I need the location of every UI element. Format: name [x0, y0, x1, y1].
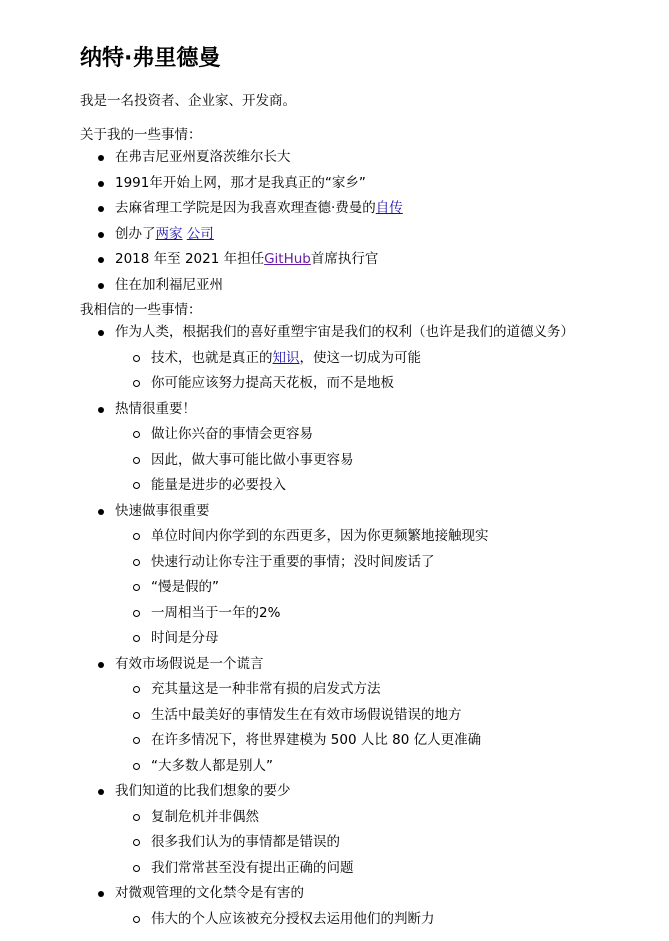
circle-bullet-icon	[133, 457, 140, 464]
sub-list	[115, 677, 669, 779]
bullet-icon	[98, 206, 104, 212]
circle-bullet-icon	[133, 763, 140, 770]
about-heading: 关于我的一些事情：	[80, 127, 202, 143]
sub-list-item: 单位时间内你学到的东西更多，因为你更频繁地接触现实	[115, 524, 669, 550]
circle-bullet-icon	[133, 533, 140, 540]
circle-bullet-icon	[133, 865, 140, 872]
sub-list-item: 生活中最美好的事情发生在有效市场假说错误的地方	[115, 703, 669, 729]
sub-list-item: 很多我们认为的事情都是错误的	[115, 830, 669, 856]
bullet-icon	[98, 155, 104, 161]
beliefs-heading: 我相信的一些事情：	[80, 302, 202, 318]
circle-bullet-icon	[133, 584, 140, 591]
list-item: 创办了两家 公司	[80, 222, 669, 248]
list-item: 作为人类，根据我们的喜好重塑宇宙是我们的权利（也许是我们的道德义务） 技术，也就是真正的知识，使这一切成为可能 你可能应该努力提高天花板，而不是地板	[80, 320, 669, 397]
sub-list-item: 我们常常甚至没有提出正确的问题	[115, 856, 669, 882]
list-item: 快速做事很重要 单位时间内你学到的东西更多，因为你更频繁地接触现实 快速行动让你专注于重要的事情；没时间废话了 “慢是假的” 一周相当于一年的2% 时间是分母	[80, 499, 669, 652]
github-link[interactable]: GitHub	[264, 251, 311, 267]
circle-bullet-icon	[133, 610, 140, 617]
sub-list-item: 因此，做大事可能比做小事更容易	[115, 448, 669, 474]
sub-list-item: 能量是进步的必要投入	[115, 473, 669, 499]
sub-list-item: 你可能应该努力提高天花板，而不是地板	[115, 371, 669, 397]
bullet-icon	[98, 891, 104, 897]
bullet-icon	[98, 330, 104, 336]
circle-bullet-icon	[133, 839, 140, 846]
circle-bullet-icon	[133, 814, 140, 821]
sub-list-item: 时间是分母	[115, 626, 669, 652]
sub-list-item: 做让你兴奋的事情会更容易	[115, 422, 669, 448]
circle-bullet-icon	[133, 686, 140, 693]
list-item: 热情很重要！ 做让你兴奋的事情会更容易 因此，做大事可能比做小事更容易 能量是进步的必要投入	[80, 397, 669, 499]
bullet-icon	[98, 509, 104, 515]
beliefs-list	[80, 320, 669, 932]
sub-list-item: 技术，也就是真正的知识，使这一切成为可能	[115, 346, 669, 372]
sub-list	[115, 346, 669, 397]
list-item: 我们知道的比我们想象的要少 复制危机并非偶然 很多我们认为的事情都是错误的 我们常常甚至没有提出正确的问题	[80, 779, 669, 881]
intro-text: 我是一名投资者、企业家、开发商。	[80, 93, 296, 109]
circle-bullet-icon	[133, 559, 140, 566]
circle-bullet-icon	[133, 916, 140, 923]
sub-list-item: 一周相当于一年的2%	[115, 601, 669, 627]
list-item: 对微观管理的文化禁令是有害的 伟大的个人应该被充分授权去运用他们的判断力	[80, 881, 669, 932]
circle-bullet-icon	[133, 635, 140, 642]
list-item: 在弗吉尼亚州夏洛茨维尔长大	[80, 145, 669, 171]
circle-bullet-icon	[133, 712, 140, 719]
sub-list-item: 充其量这是一种非常有损的启发式方法	[115, 677, 669, 703]
sub-list-item: 在许多情况下，将世界建模为 500 人比 80 亿人更准确	[115, 728, 669, 754]
bullet-icon	[98, 257, 104, 263]
circle-bullet-icon	[133, 737, 140, 744]
sub-list-item: 快速行动让你专注于重要的事情；没时间废话了	[115, 550, 669, 576]
knowledge-link[interactable]: 知识	[272, 349, 300, 366]
sub-list	[115, 907, 669, 933]
sub-list	[115, 524, 669, 652]
bullet-icon	[98, 662, 104, 668]
sub-list-item: 伟大的个人应该被充分授权去运用他们的判断力	[115, 907, 669, 933]
bullet-icon	[98, 181, 104, 187]
list-item: 2018 年至 2021 年担任GitHub首席执行官	[80, 247, 669, 273]
circle-bullet-icon	[133, 431, 140, 438]
list-item: 住在加利福尼亚州	[80, 273, 669, 299]
about-list	[80, 145, 669, 298]
list-item: 有效市场假说是一个谎言 充其量这是一种非常有损的启发式方法 生活中最美好的事情发生在有效市场假说错误的地方 在许多情况下，将世界建模为 500 人比 80 亿人更准确 “大多数人都是别人”	[80, 652, 669, 780]
bullet-icon	[98, 407, 104, 413]
list-item: 去麻省理工学院是因为我喜欢理查德·费曼的自传	[80, 196, 669, 222]
companies-link[interactable]: 公司	[186, 225, 214, 242]
bullet-icon	[98, 789, 104, 795]
circle-bullet-icon	[133, 355, 140, 362]
circle-bullet-icon	[133, 482, 140, 489]
autobiography-link[interactable]: 自传	[375, 200, 403, 216]
sub-list	[115, 422, 669, 499]
sub-list-item: 复制危机并非偶然	[115, 805, 669, 831]
sub-list	[115, 805, 669, 882]
circle-bullet-icon	[133, 380, 140, 387]
bullet-icon	[98, 232, 104, 238]
two-link[interactable]: 两家	[155, 225, 183, 242]
list-item: 1991年开始上网，那才是我真正的“家乡”	[80, 171, 669, 197]
bullet-icon	[98, 283, 104, 289]
page-title: 纳特·弗里德曼	[80, 46, 221, 71]
sub-list-item: “大多数人都是别人”	[115, 754, 669, 780]
sub-list-item: “慢是假的”	[115, 575, 669, 601]
